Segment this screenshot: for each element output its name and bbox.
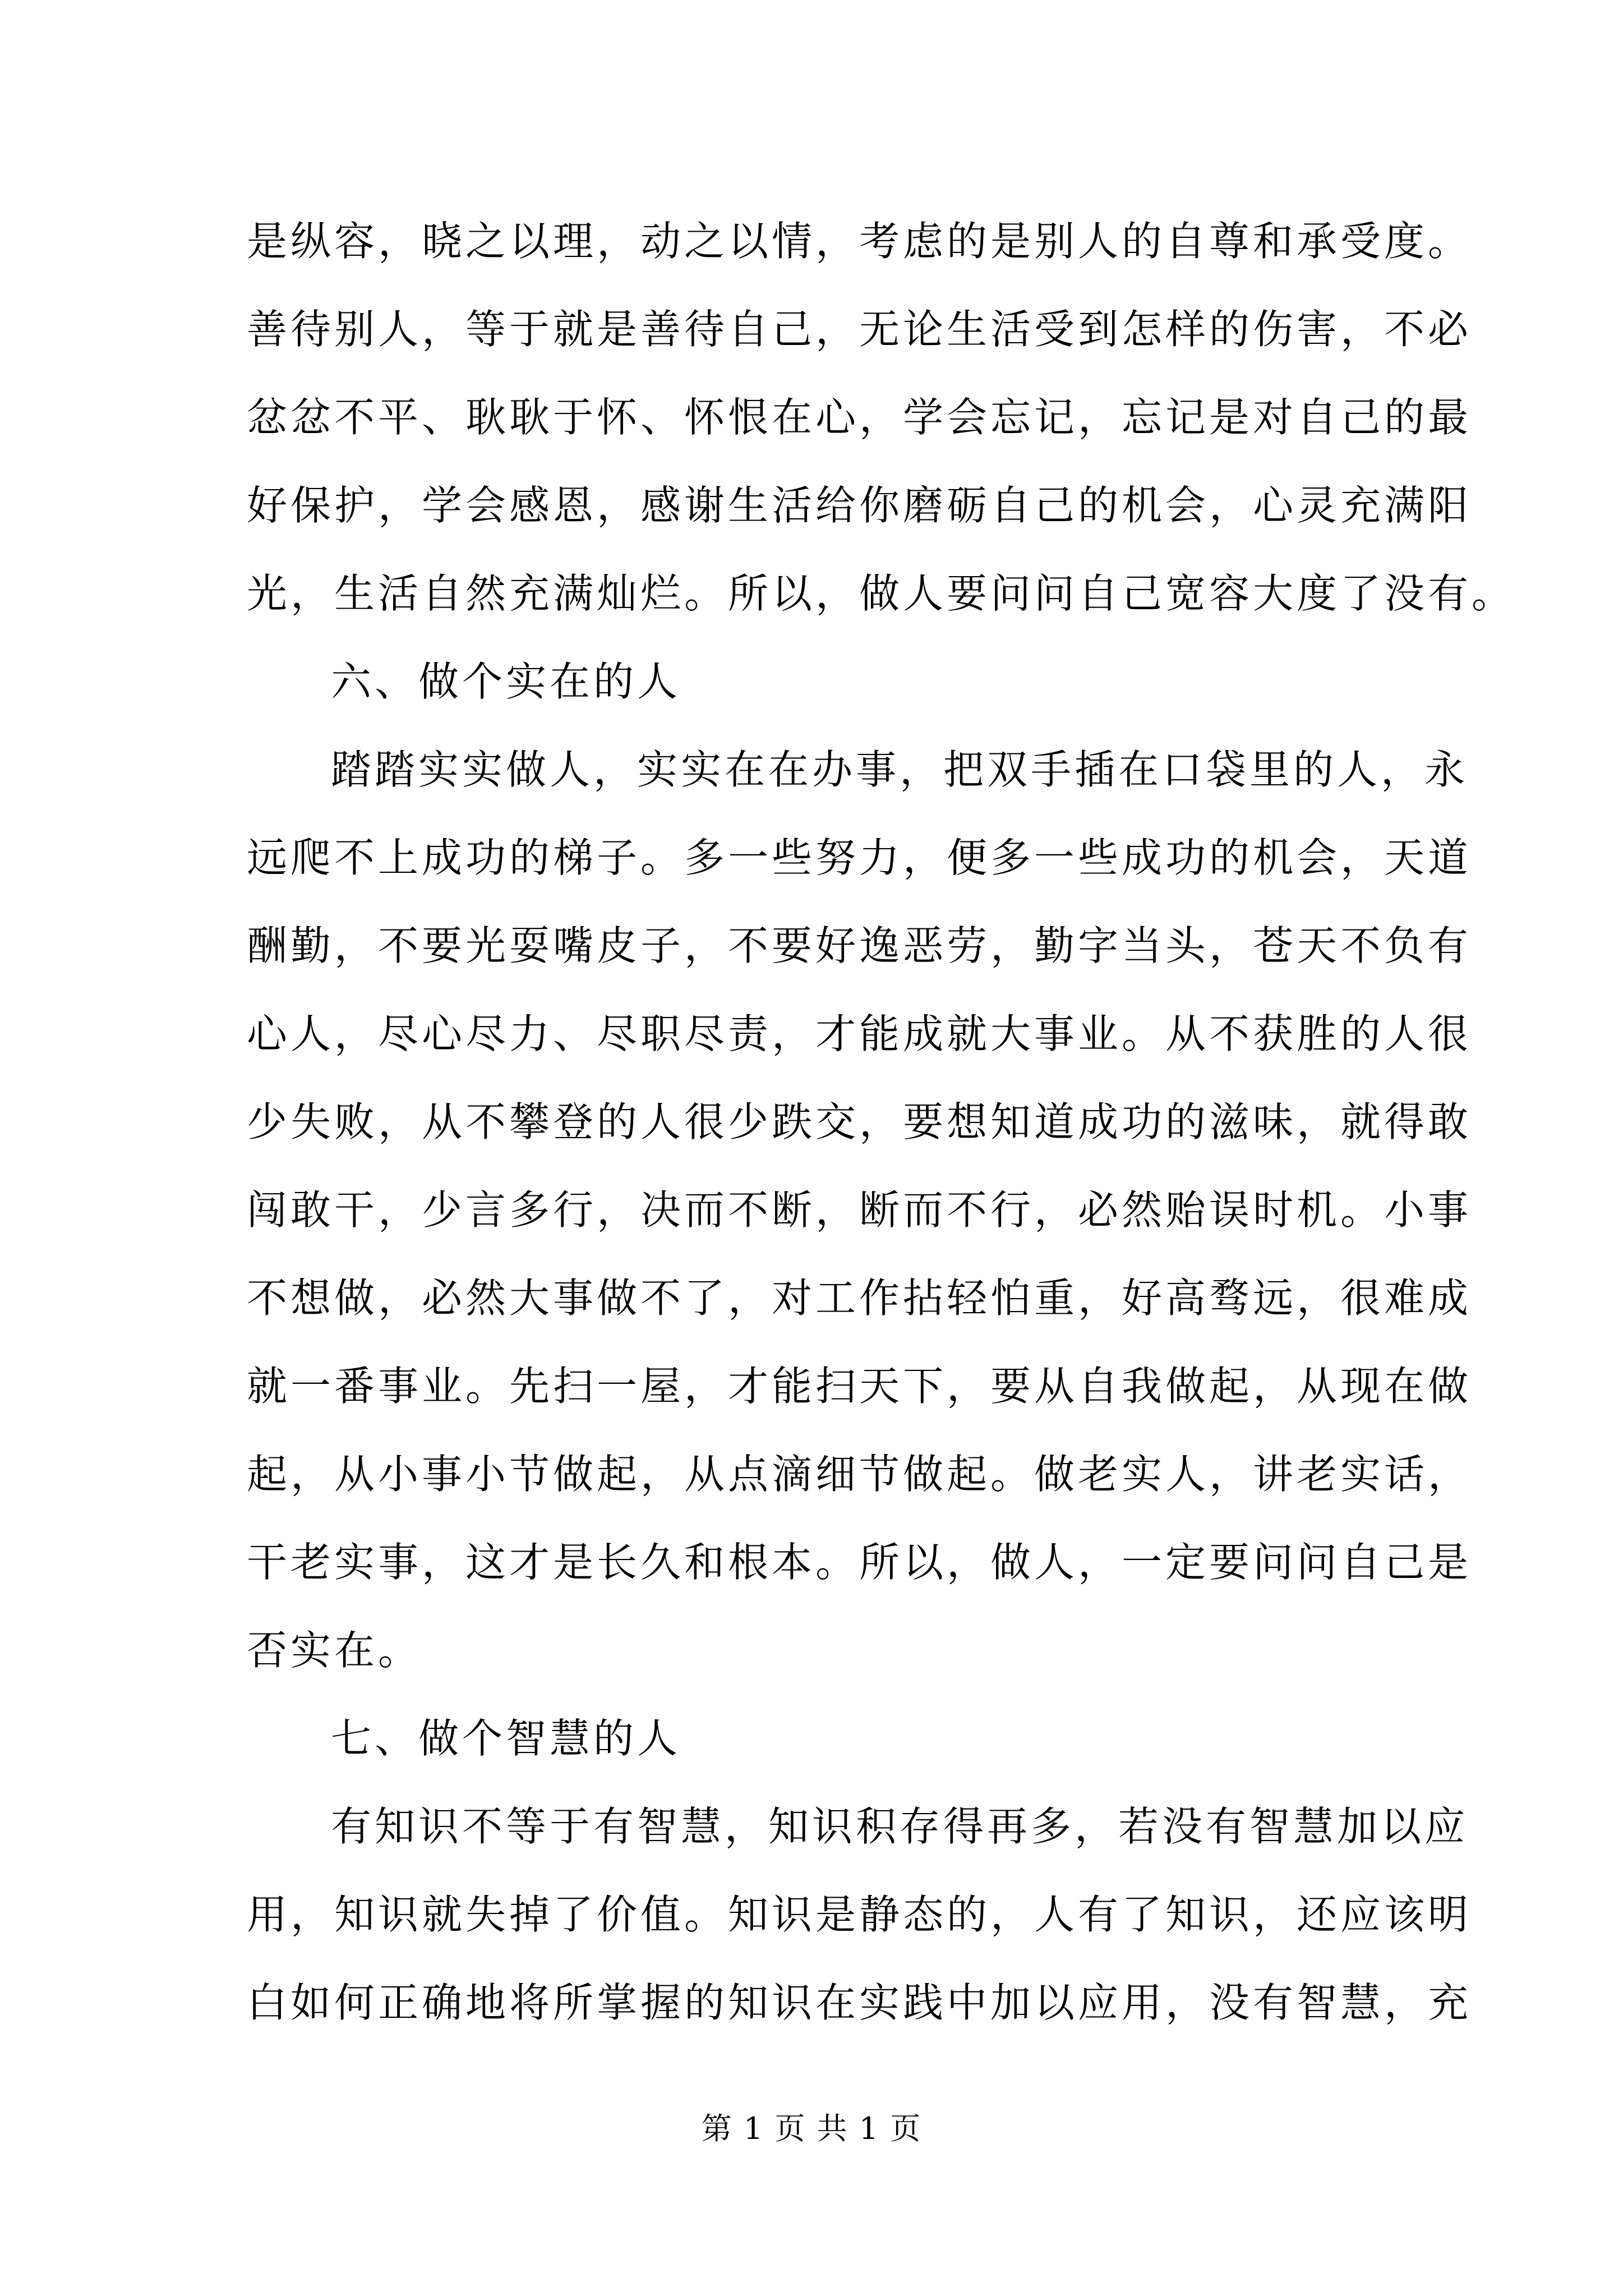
text-line: 六、做个实在的人 — [331, 658, 681, 705]
text-line: 心人，尽心尽力、尽职尽责，才能成就大事业。从不获胜的人很 — [247, 1010, 1472, 1057]
text-line: 不想做，必然大事做不了，对工作拈轻怕重，好高骛远，很难成 — [247, 1274, 1472, 1322]
text-line: 善待别人，等于就是善待自己，无论生活受到怎样的伤害，不必 — [247, 306, 1472, 353]
text-line: 酬勤，不要光耍嘴皮子，不要好逸恶劳，勤字当头，苍天不负有 — [247, 922, 1472, 969]
text-line: 远爬不上成功的梯子。多一些努力，便多一些成功的机会，天道 — [247, 834, 1472, 881]
text-line: 七、做个智慧的人 — [331, 1715, 681, 1762]
text-line: 起，从小事小节做起，从点滴细节做起。做老实人，讲老实话， — [247, 1451, 1472, 1498]
text-line: 白如何正确地将所掌握的知识在实践中加以应用，没有智慧，充 — [247, 1979, 1472, 2026]
text-line: 光，生活自然充满灿烂。所以，做人要问问自己宽容大度了没有。 — [247, 570, 1516, 617]
text-line: 就一番事业。先扫一屋，才能扫天下，要从自我做起，从现在做 — [247, 1363, 1472, 1410]
text-line: 干老实事，这才是长久和根本。所以，做人，一定要问问自己是 — [247, 1539, 1472, 1586]
body-text — [247, 197, 1516, 2047]
page-footer: 第 1 页 共 1 页 — [701, 2111, 922, 2146]
text-line: 否实在。 — [247, 1627, 422, 1674]
text-line: 踏踏实实做人，实实在在办事，把双手插在口袋里的人，永 — [331, 746, 1469, 793]
text-line: 有知识不等于有智慧，知识积存得再多，若没有智慧加以应 — [331, 1803, 1469, 1850]
text-line: 闯敢干，少言多行，决而不断，断而不行，必然贻误时机。小事 — [247, 1186, 1472, 1234]
text-line: 是纵容，晓之以理，动之以情，考虑的是别人的自尊和承受度。 — [247, 218, 1472, 265]
text-line: 好保护，学会感恩，感谢生活给你磨砺自己的机会，心灵充满阳 — [247, 482, 1472, 529]
text-line: 用，知识就失掉了价值。知识是静态的，人有了知识，还应该明 — [247, 1891, 1472, 1938]
text-line: 忿忿不平、耿耿于怀、怀恨在心，学会忘记，忘记是对自己的最 — [247, 394, 1472, 441]
text-line: 少失败，从不攀登的人很少跌交，要想知道成功的滋味，就得敢 — [247, 1098, 1472, 1145]
